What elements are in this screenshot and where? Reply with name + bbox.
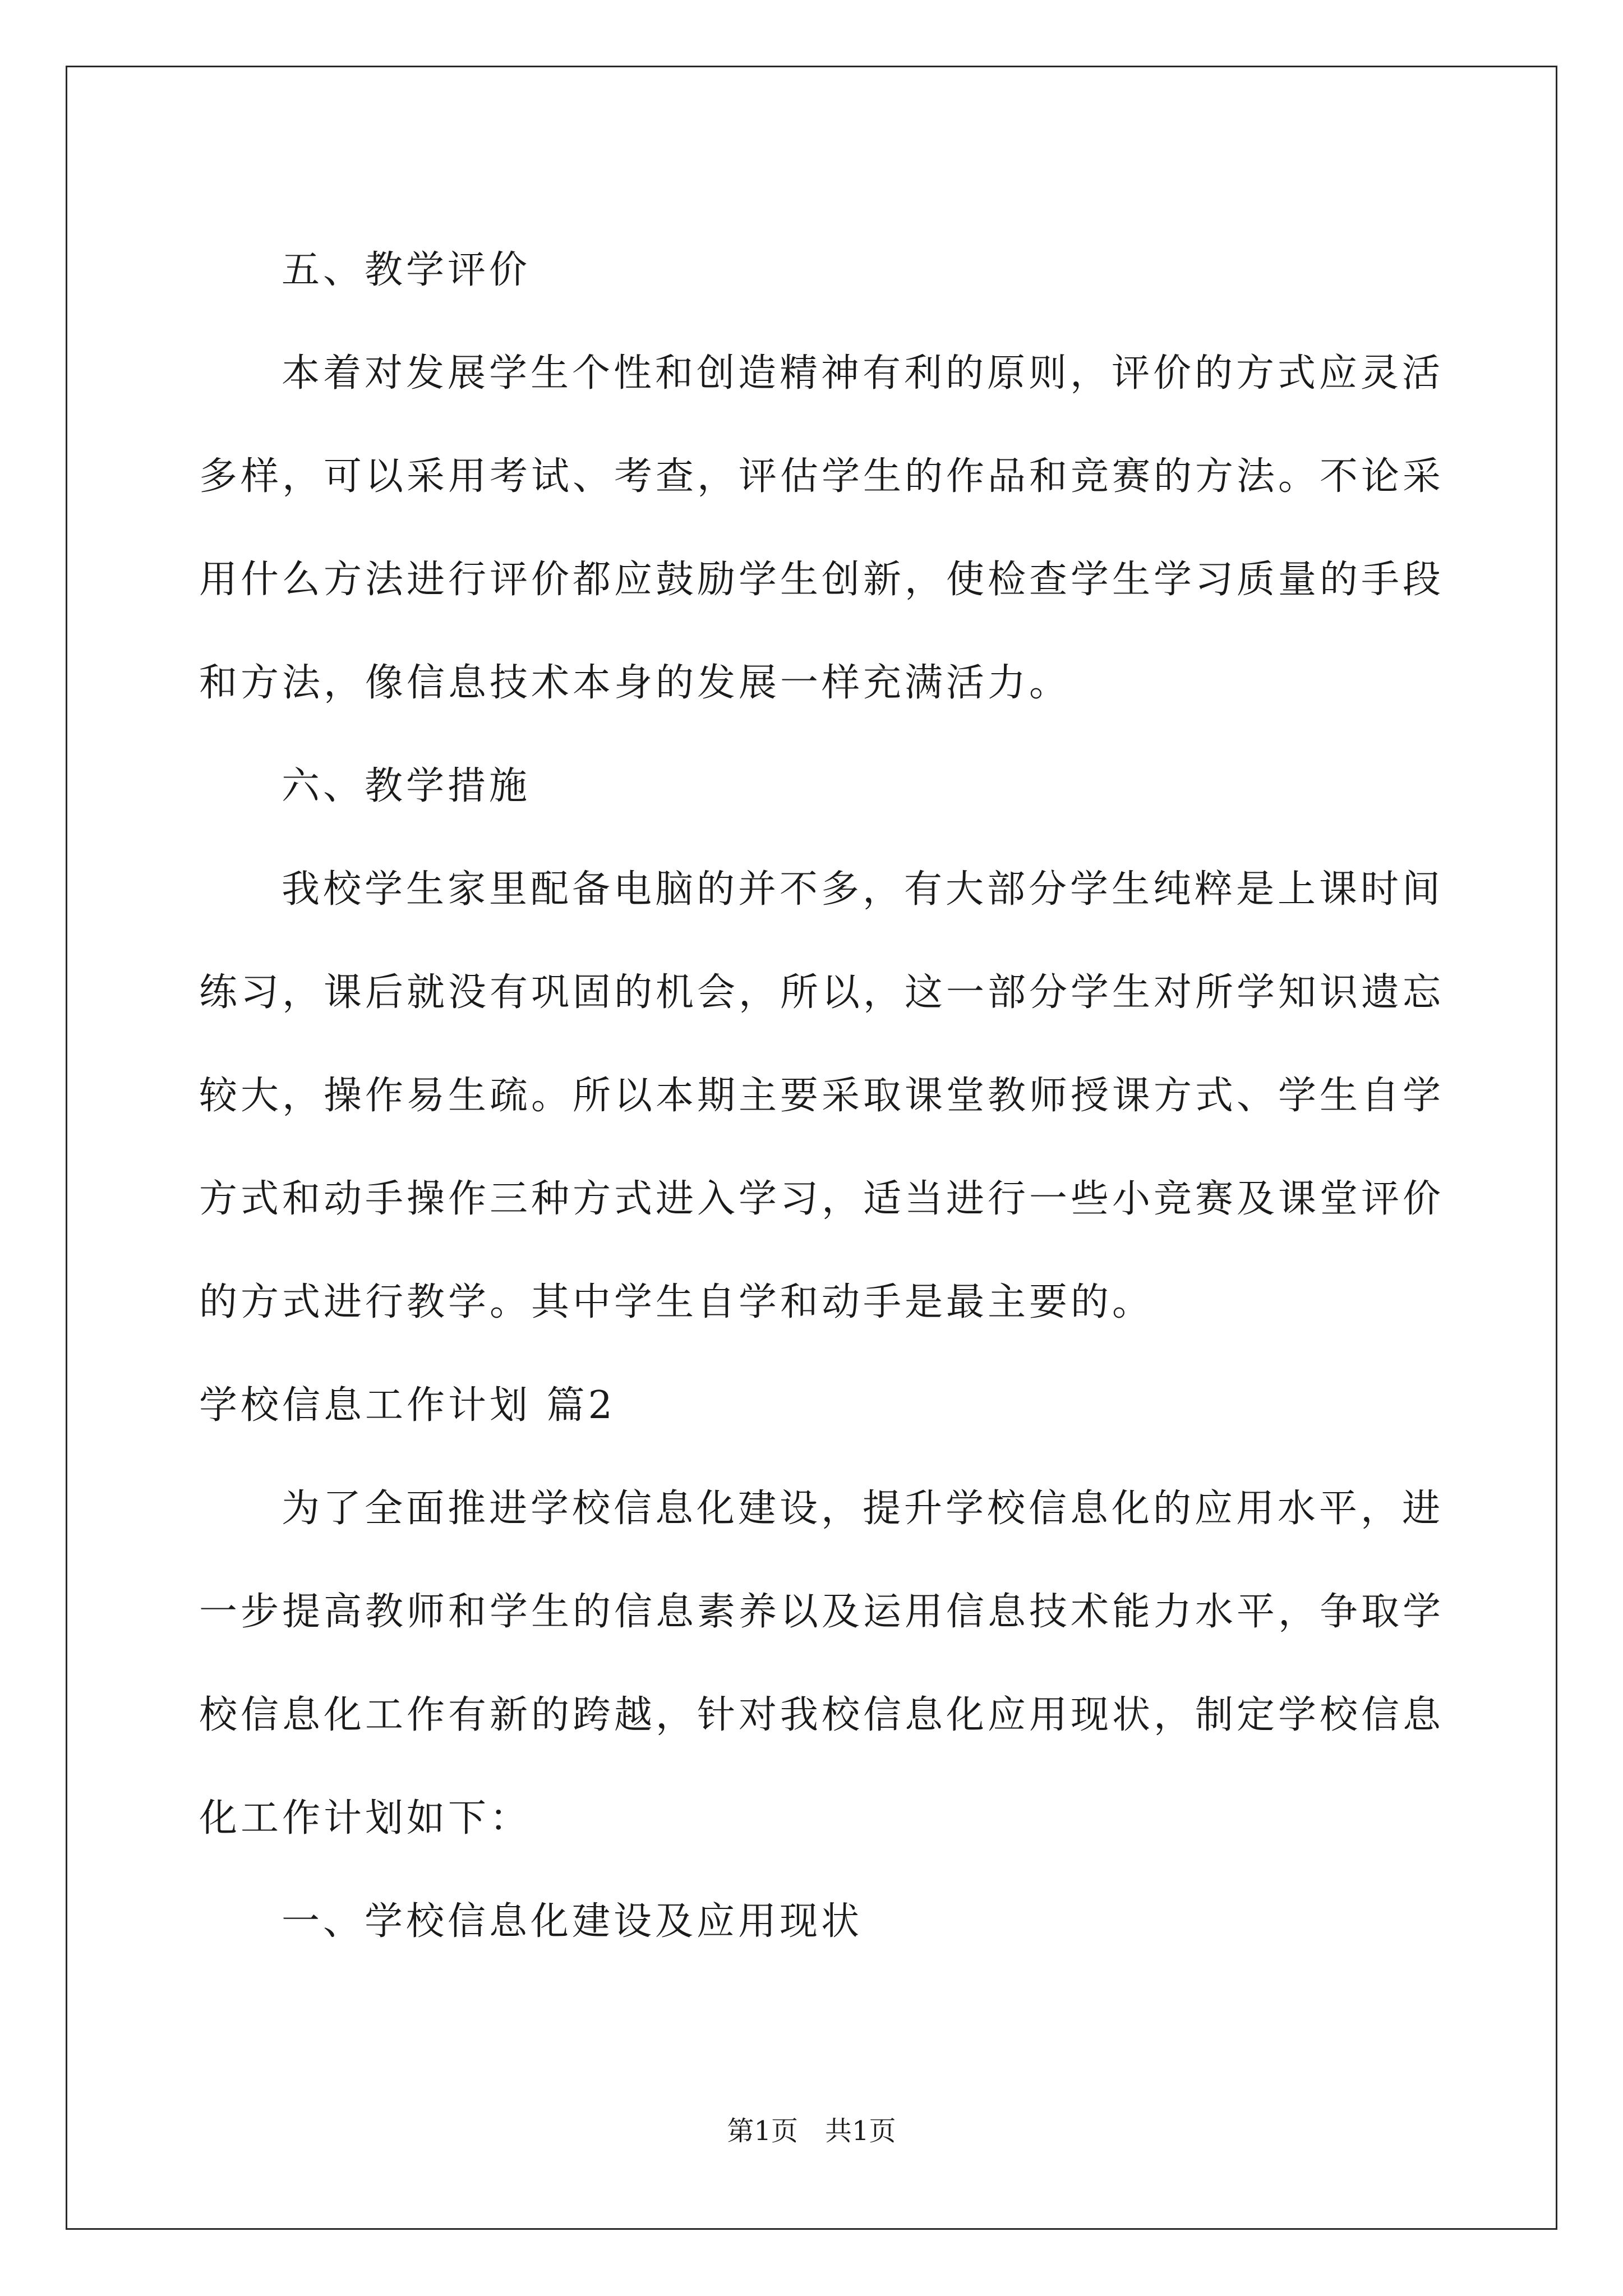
paragraph-line: 方式和动手操作三种方式进入学习，适当进行一些小竞赛及课堂评价 xyxy=(199,1177,1445,1221)
paragraph-line: 和方法，像信息技术本身的发展一样充满活力。 xyxy=(199,661,1071,705)
paragraph-line: 用什么方法进行评价都应鼓励学生创新，使检查学生学习质量的手段 xyxy=(199,558,1445,602)
paragraph-line: 化工作计划如下： xyxy=(199,1796,532,1841)
paragraph-line: 的方式进行教学。其中学生自学和动手是最主要的。 xyxy=(199,1280,1154,1324)
document-body xyxy=(199,219,1445,1973)
section-title-plan-2: 学校信息工作计划 篇2 xyxy=(199,1383,616,1428)
heading-info-construction-status: 一、学校信息化建设及应用现状 xyxy=(282,1899,863,1944)
paragraph-line: 多样，可以采用考试、考查，评估学生的作品和竞赛的方法。不论采 xyxy=(199,454,1445,499)
paragraph-line: 练习，课后就没有巩固的机会，所以，这一部分学生对所学知识遗忘 xyxy=(199,970,1445,1015)
paragraph-line: 我校学生家里配备电脑的并不多，有大部分学生纯粹是上课时间 xyxy=(282,867,1444,912)
paragraph-line: 一步提高教师和学生的信息素养以及运用信息技术能力水平，争取学 xyxy=(199,1590,1445,1634)
heading-teaching-evaluation: 五、教学评价 xyxy=(282,248,531,292)
paragraph-line: 校信息化工作有新的跨越，针对我校信息化应用现状，制定学校信息 xyxy=(199,1693,1445,1737)
paragraph-line: 较大，操作易生疏。所以本期主要采取课堂教师授课方式、学生自学 xyxy=(199,1074,1445,1118)
paragraph-line: 本着对发展学生个性和创造精神有利的原则，评价的方式应灵活 xyxy=(282,351,1444,395)
paragraph-line: 为了全面推进学校信息化建设，提升学校信息化的应用水平，进 xyxy=(282,1487,1444,1531)
heading-teaching-measures: 六、教学措施 xyxy=(282,764,531,808)
page-number-footer: 第1页 共1页 xyxy=(727,2115,896,2147)
